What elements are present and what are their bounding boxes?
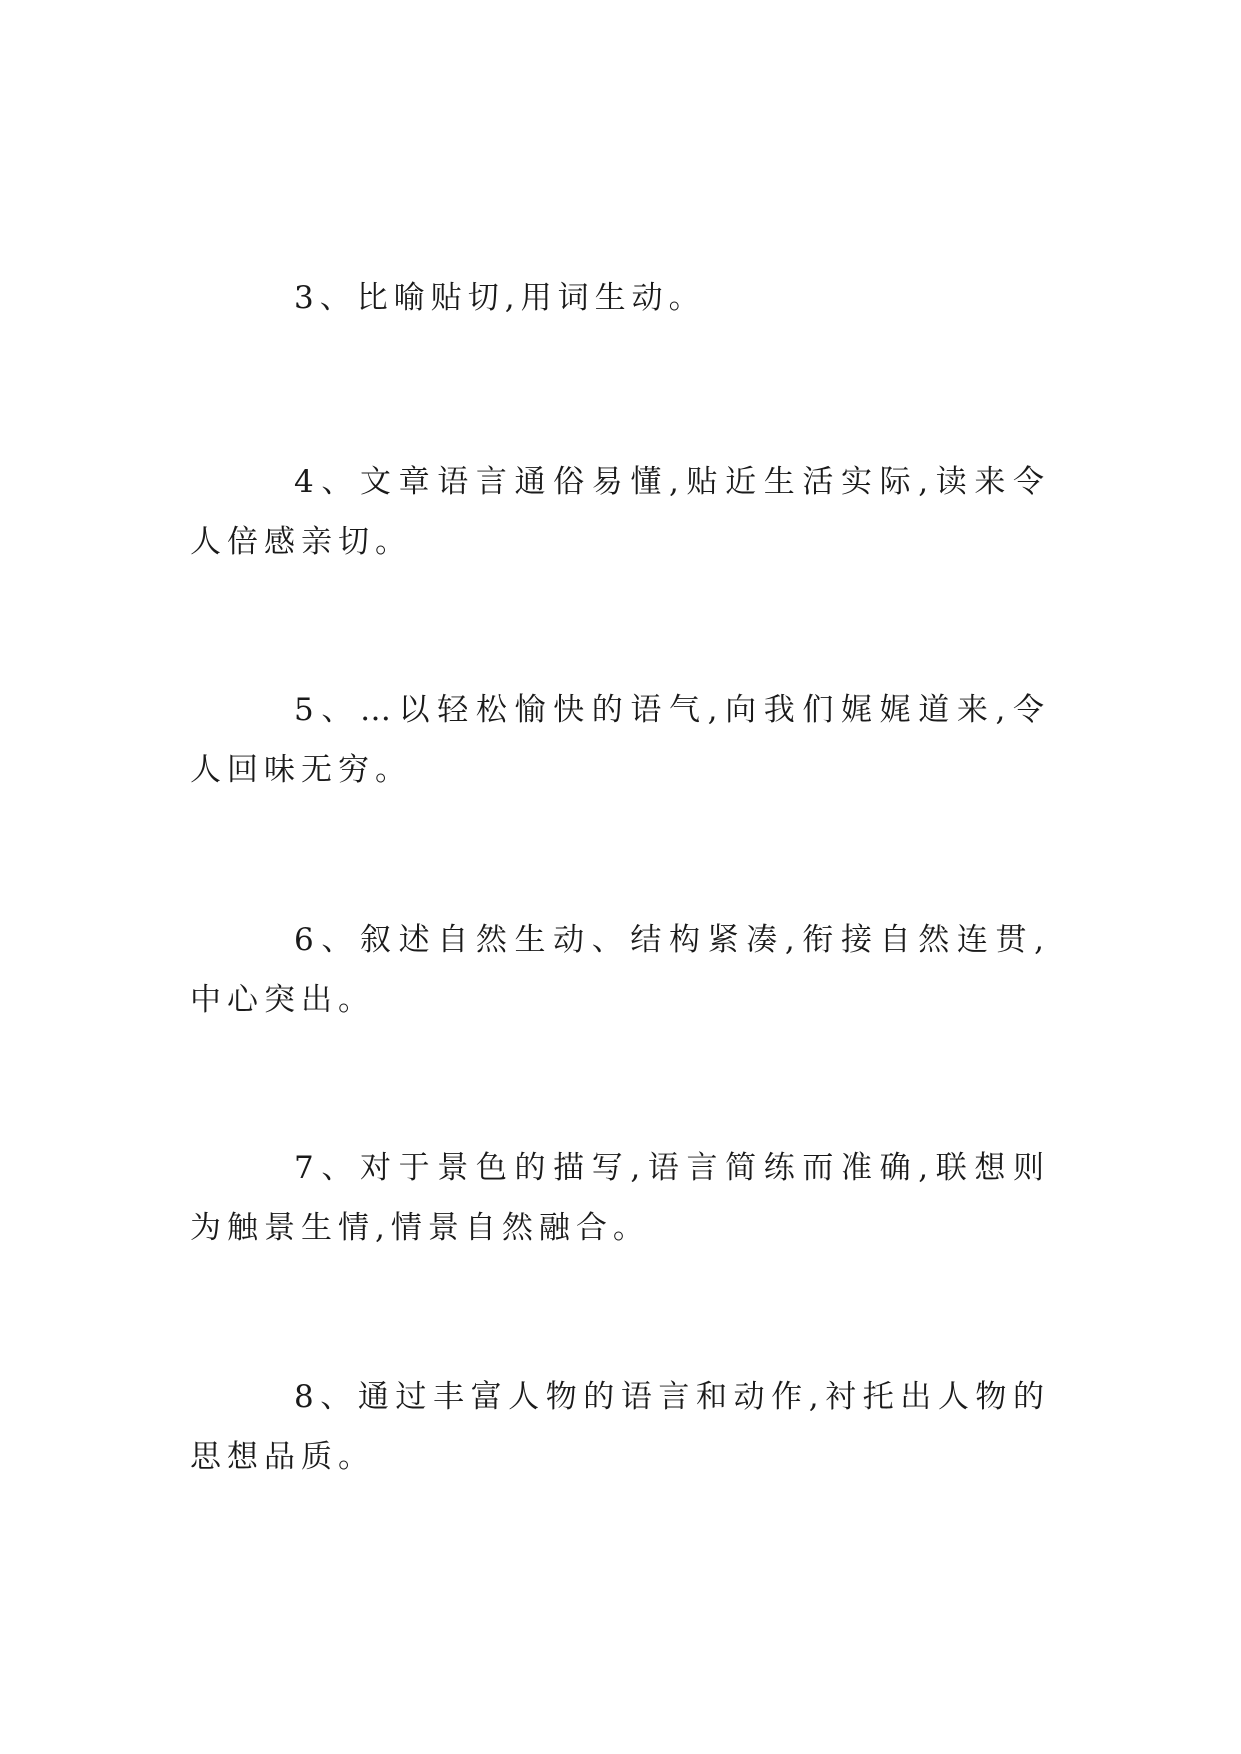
paragraph-item-6: 6、叙述自然生动、结构紧凑,衔接自然连贯,中心突出。 — [190, 922, 1050, 1018]
paragraph-item-4: 4、文章语言通俗易懂,贴近生活实际,读来令人倍感亲切。 — [190, 464, 1050, 560]
paragraph-item-5: 5、…以轻松愉快的语气,向我们娓娓道来,令人回味无穷。 — [190, 692, 1050, 788]
paragraph-item-7: 7、对于景色的描写,语言简练而准确,联想则为触景生情,情景自然融合。 — [190, 1150, 1050, 1246]
paragraph-item-8: 8、通过丰富人物的语言和动作,衬托出人物的思想品质。 — [190, 1379, 1050, 1475]
paragraph-item-3: 3、比喻贴切,用词生动。 — [294, 280, 706, 316]
